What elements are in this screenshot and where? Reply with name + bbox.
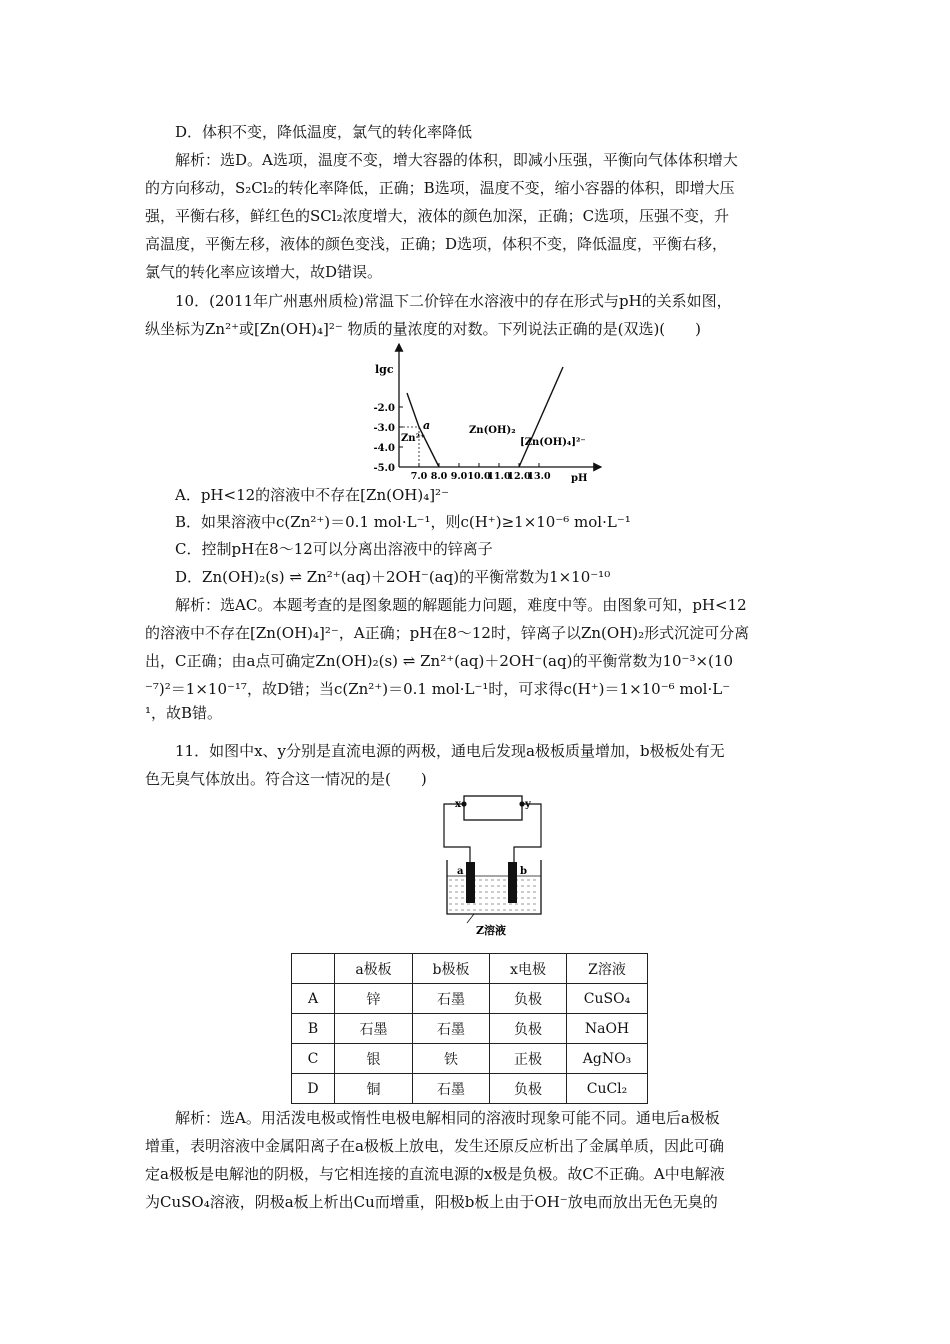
x-tick-label: 10.0 xyxy=(467,471,491,482)
table-cell: 石墨 xyxy=(413,1014,490,1044)
analysis-10: ⁻⁷)²＝1×10⁻¹⁷，故D错；当c(Zn²⁺)＝0.1 mol·L⁻¹时，可求得c(H⁺)＝1×10⁻⁶ mol·L⁻ xyxy=(145,680,731,698)
table-header xyxy=(292,954,335,984)
analysis-11: 增重，表明溶液中金属阳离子在a极板上放电，发生还原反应析出了金属单质，因此可确 xyxy=(145,1137,724,1155)
option-c: C．控制pH在8～12可以分离出溶液中的锌离子 xyxy=(175,540,493,558)
x-tick-label: 12.0 xyxy=(507,471,531,482)
analysis-11: 解析：选A。用活泼电极或惰性电极电解相同的溶液时现象可能不同。通电后a极板 xyxy=(175,1109,720,1127)
table-cell: 负极 xyxy=(490,1074,567,1104)
table-cell: 铜 xyxy=(335,1074,413,1104)
question-11-stem: 色无臭气体放出。符合这一情况的是( ) xyxy=(145,770,427,788)
point-a-label: a xyxy=(423,419,431,432)
table-header-row xyxy=(292,954,648,984)
wire-x xyxy=(444,804,470,862)
table-cell: A xyxy=(292,984,335,1014)
table-header: Z溶液 xyxy=(567,954,648,984)
zn-ph-chart xyxy=(365,340,610,485)
series-label-zincate: [Zn(OH)₄]²⁻ xyxy=(520,437,586,448)
table-cell: D xyxy=(292,1074,335,1104)
x-tick-label: 11.0 xyxy=(487,471,511,482)
analysis-10: 出，C正确；由a点可确定Zn(OH)₂(s) ⇌ Zn²⁺(aq)＋2OH⁻(aq)的平衡常数为10⁻³×(10 xyxy=(145,652,733,670)
x-tick-label: 9.0 xyxy=(450,471,468,482)
analysis-line: 强，平衡右移，鲜红色的SCl₂浓度增大，液体的颜色加深，正确；C选项，压强不变，升 xyxy=(145,207,730,225)
series-label-zn2plus: Zn²⁺ xyxy=(401,433,426,444)
analysis-10: 的溶液中不存在[Zn(OH)₄]²⁻，A正确；pH在8～12时，锌离子以Zn(OH)₂形式沉淀可分离 xyxy=(145,624,750,642)
electrode-a xyxy=(466,862,475,903)
analysis-line: 的方向移动，S₂Cl₂的转化率降低，正确；B选项，温度不变，缩小容器的体积，即增大压 xyxy=(145,179,735,197)
electrode-a-label: a xyxy=(457,866,464,877)
y-tick-label: -3.0 xyxy=(373,423,395,434)
x-tick-label: 13.0 xyxy=(527,471,551,482)
table-cell: CuSO₄ xyxy=(567,984,648,1014)
x-tick-label: 8.0 xyxy=(430,471,448,482)
table-cell: CuCl₂ xyxy=(567,1074,648,1104)
solution-pointer xyxy=(467,914,474,923)
series-line-1 xyxy=(519,367,563,467)
dc-power-supply xyxy=(464,796,522,820)
electrolysis-diagram xyxy=(437,792,552,942)
table-header: b极板 xyxy=(413,954,490,984)
analysis-11: 为CuSO₄溶液，阴极a板上析出Cu而增重，阳极b板上由于OH⁻放电而放出无色无臭的 xyxy=(145,1193,718,1211)
solution-fill xyxy=(449,880,539,910)
y-axis-label: lgc xyxy=(375,363,394,376)
table-header: x电极 xyxy=(490,954,567,984)
y-tick-label: -2.0 xyxy=(373,403,395,414)
x-ticks xyxy=(411,463,551,482)
table-cell: 银 xyxy=(335,1044,413,1074)
wire-y xyxy=(514,804,541,862)
question-10-stem: 纵坐标为Zn²⁺或[Zn(OH)₄]²⁻ 物质的量浓度的对数。下列说法正确的是(双选)( ) xyxy=(145,320,702,338)
y-tick-label: -4.0 xyxy=(373,443,395,454)
table-header: a极板 xyxy=(335,954,413,984)
table-row xyxy=(292,1044,648,1074)
electrode-b-label: b xyxy=(520,866,527,877)
table-cell: 负极 xyxy=(490,1014,567,1044)
solution-label: Z溶液 xyxy=(476,924,507,937)
option-d: D．Zn(OH)₂(s) ⇌ Zn²⁺(aq)＋2OH⁻(aq)的平衡常数为1×10⁻¹⁰ xyxy=(175,568,611,586)
table-cell: 石墨 xyxy=(335,1014,413,1044)
analysis-line: 解析：选D。A选项，温度不变，增大容器的体积，即减小压强，平衡向气体体积增大 xyxy=(175,151,738,169)
series-group xyxy=(407,367,563,467)
analysis-line: 氯气的转化率应该增大，故D错误。 xyxy=(145,263,383,281)
table-row xyxy=(292,984,648,1014)
table-row xyxy=(292,1014,648,1044)
table-cell: AgNO₃ xyxy=(567,1044,648,1074)
table-cell: 正极 xyxy=(490,1044,567,1074)
terminal-y-label: y xyxy=(525,799,531,810)
electrode-b xyxy=(508,862,517,903)
y-tick-label: -5.0 xyxy=(373,463,395,474)
table-row xyxy=(292,1074,648,1104)
x-axis-label: pH xyxy=(571,473,588,484)
region-label: Zn(OH)₂ xyxy=(469,425,516,436)
question-11-stem: 11．如图中x、y分别是直流电源的两极，通电后发现a极板质量增加，b极板处有无 xyxy=(175,742,725,760)
table-cell: 锌 xyxy=(335,984,413,1014)
table-cell: NaOH xyxy=(567,1014,648,1044)
table-cell: C xyxy=(292,1044,335,1074)
option-a: A．pH<12的溶液中不存在[Zn(OH)₄]²⁻ xyxy=(175,486,449,504)
table-cell: 铁 xyxy=(413,1044,490,1074)
x-tick-label: 7.0 xyxy=(410,471,428,482)
analysis-10: ¹，故B错。 xyxy=(145,704,223,722)
analysis-10: 解析：选AC。本题考查的是图象题的解题能力问题，难度中等。由图象可知，pH<12 xyxy=(175,596,747,614)
table-cell: 石墨 xyxy=(413,1074,490,1104)
option-d-previous: D．体积不变，降低温度，氯气的转化率降低 xyxy=(175,123,473,141)
table-cell: 石墨 xyxy=(413,984,490,1014)
terminal-x-label: x xyxy=(455,799,461,810)
option-b: B．如果溶液中c(Zn²⁺)＝0.1 mol·L⁻¹，则c(H⁺)≥1×10⁻⁶ mol·L⁻¹ xyxy=(175,513,631,531)
question-10-stem: 10．(2011年广州惠州质检)常温下二价锌在水溶液中的存在形式与pH的关系如图， xyxy=(175,292,732,310)
table-cell: B xyxy=(292,1014,335,1044)
analysis-11: 定a极板是电解池的阴极，与它相连接的直流电源的x极是负极。故C不正确。A中电解液 xyxy=(145,1165,725,1183)
table-cell: 负极 xyxy=(490,984,567,1014)
options-table xyxy=(291,953,648,1104)
analysis-line: 高温度，平衡左移，液体的颜色变浅，正确；D选项，体积不变，降低温度，平衡右移， xyxy=(145,235,728,253)
